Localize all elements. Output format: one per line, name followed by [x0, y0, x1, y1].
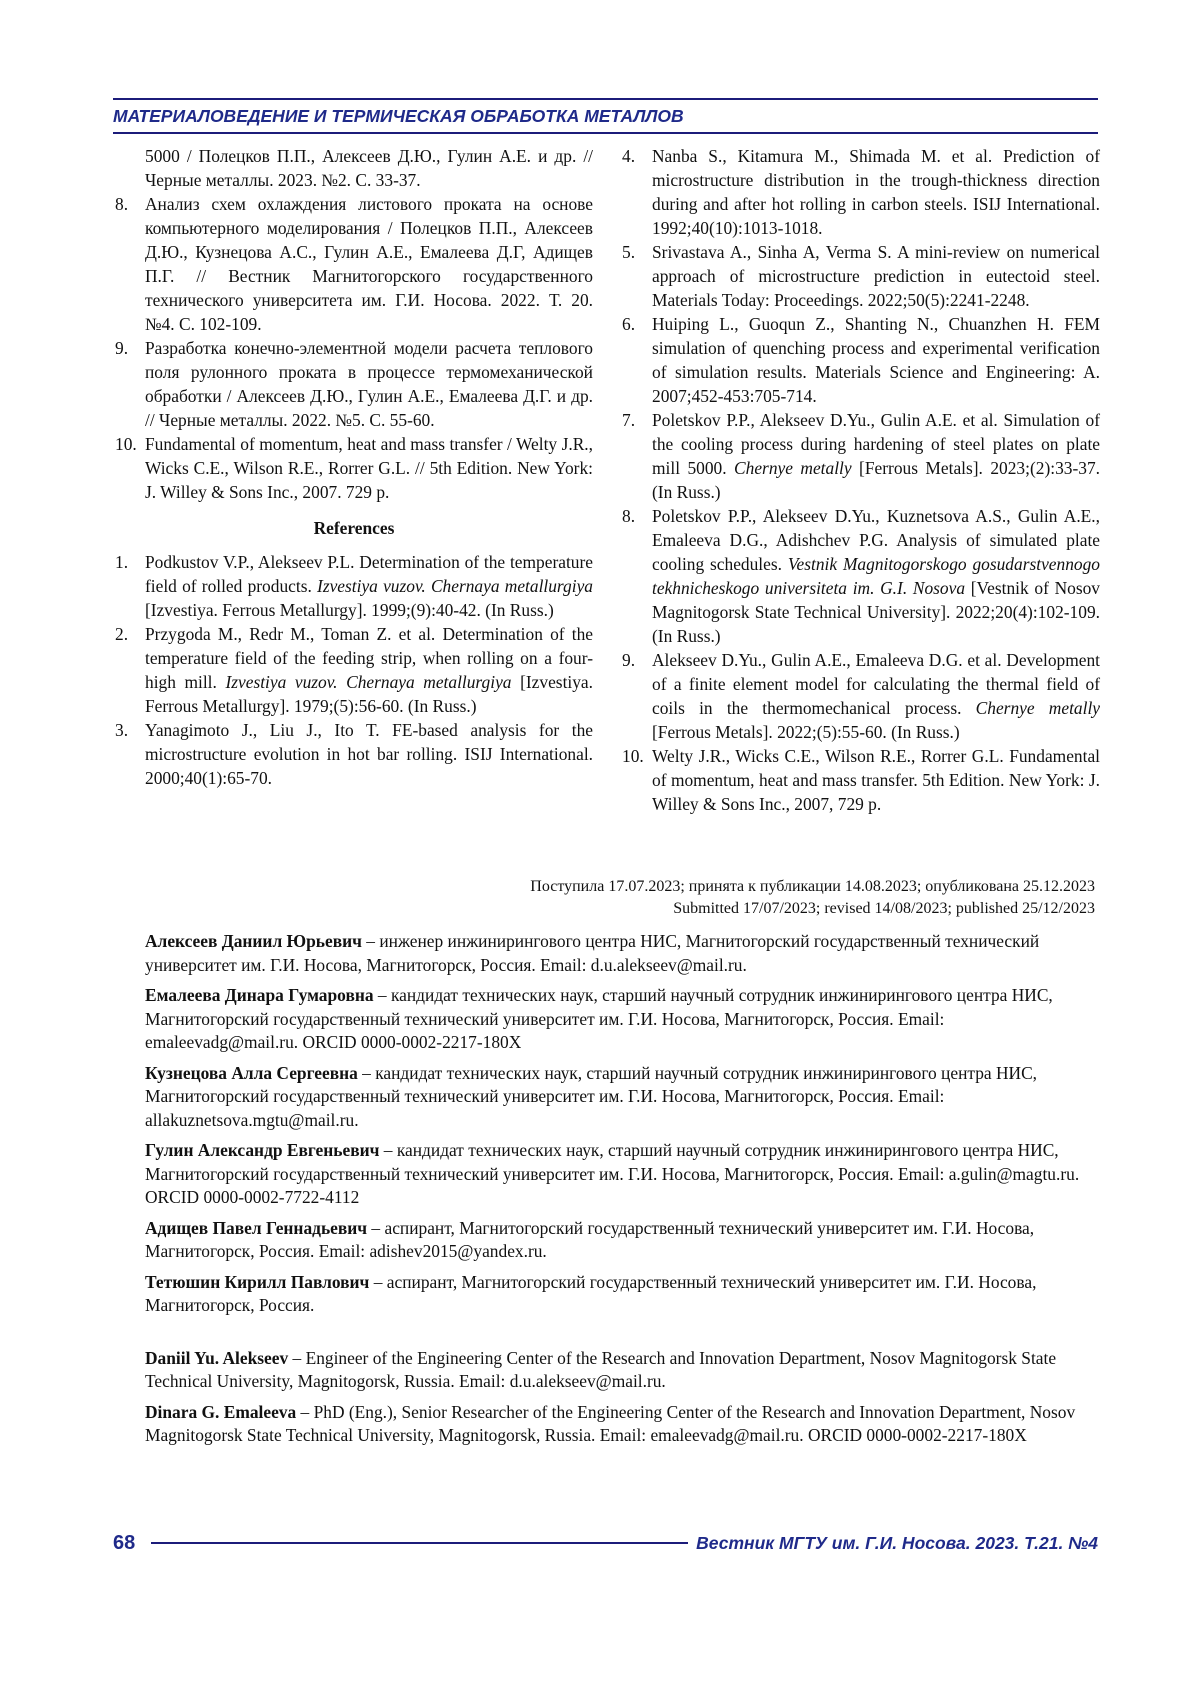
reference-number: 1.: [115, 550, 145, 622]
reference-number: 2.: [115, 622, 145, 718]
reference-item: [115, 432, 593, 504]
author-name: Алексеев Даниил Юрьевич: [145, 931, 362, 951]
author-details: – кандидат технических наук, старший научный сотрудник инжинирингового центра НИС, Магнитогорский государственный технический университет им. Г.И. Носова, Магнитогорск, Россия. Email: emaleevadg@mail.ru. ORCID 0000-0002-2217-180X: [145, 985, 1053, 1052]
author-entry: [145, 1062, 1095, 1133]
reference-tail: [Ferrous Metals]. 2022;(5):55-60. (In Russ.): [652, 722, 960, 742]
dates-en: Submitted 17/07/2023; revised 14/08/2023; published 25/12/2023: [530, 898, 1095, 920]
reference-item: [115, 550, 593, 622]
author-name: Гулин Александр Евгеньевич: [145, 1140, 379, 1160]
reference-number: 8.: [115, 192, 145, 336]
reference-text: [652, 312, 1100, 408]
reference-body: Podkustov V.P., Alekseev P.L. Determination of the temperature field of rolled products.: [145, 552, 593, 596]
running-header: [113, 98, 1098, 134]
references-heading: References: [115, 516, 593, 540]
reference-text: Разработка конечно-элементной модели расчета теплового поля рулонного проката в процессе термомеханической обработки / Алексеев Д.Ю., Гулин А.Е., Емалеева Д.Г. и др. // Черные металлы. 2022. №5. С. 55-60.: [145, 336, 593, 432]
author-name: Тетюшин Кирилл Павлович: [145, 1272, 369, 1292]
author-details: – PhD (Eng.), Senior Researcher of the Engineering Center of the Research and Innovation Department, Nosov Magnitogorsk State Technical University, Magnitogorsk, Russia. Email: emaleevadg@mail.ru. ORCID 0000-0002-2217-180X: [145, 1402, 1075, 1446]
reference-text: [652, 648, 1100, 744]
author-name: Dinara G. Emaleeva: [145, 1402, 296, 1422]
reference-number: 10.: [115, 432, 145, 504]
author-entry: [145, 1217, 1095, 1264]
reference-number: 5.: [622, 240, 652, 312]
reference-body: Alekseev D.Yu., Gulin A.E., Emaleeva D.G. et al. Development of a finite element model for calculating the thermal field of coils in the thermomechanical process.: [652, 650, 1100, 718]
reference-tail: [Izvestiya. Ferrous Metallurgy]. 1999;(9):40-42. (In Russ.): [145, 600, 554, 620]
reference-number: 3.: [115, 718, 145, 790]
author-details: – кандидат технических наук, старший научный сотрудник инжинирингового центра НИС, Магнитогорский государственный технический университет им. Г.И. Носова, Магнитогорск, Россия. Email: allakuznetsova.mgtu@mail.ru.: [145, 1063, 1037, 1130]
reference-journal: Izvestiya vuzov. Chernaya metallurgiya: [225, 672, 511, 692]
author-details: – инженер инжинирингового центра НИС, Магнитогорский государственный технический университет им. Г.И. Носова, Магнитогорск, Россия. Email: d.u.alekseev@mail.ru.: [145, 931, 1039, 975]
author-name: Емалеева Динара Гумаровна: [145, 985, 374, 1005]
reference-text: [145, 550, 593, 622]
page-number: 68: [113, 1531, 151, 1555]
right-column: [622, 144, 1100, 816]
ref-continuation: 5000 / Полецков П.П., Алексеев Д.Ю., Гулин А.Е. и др. // Черные металлы. 2023. №2. С. 33-37.: [115, 144, 593, 192]
reference-item: [622, 408, 1100, 504]
reference-body: Srivastava A., Sinha A, Verma S. A mini-review on numerical approach of microstructure prediction in eutectoid steel. Materials Today: Proceedings. 2022;50(5):2241-2248.: [652, 242, 1100, 310]
reference-body: Yanagimoto J., Liu J., Ito T. FE-based analysis for the microstructure evolution in hot bar rolling. ISIJ International. 2000;40(1):65-70.: [145, 720, 593, 788]
journal-name: Вестник МГТУ им. Г.И. Носова. 2023. Т.21. №4: [696, 1531, 1098, 1555]
reference-journal: Chernye metally: [976, 698, 1100, 718]
reference-text: Fundamental of momentum, heat and mass transfer / Welty J.R., Wicks C.E., Wilson R.E., Rorrer G.L. // 5th Edition. New York: J. Willey & Sons Inc., 2007. 729 p.: [145, 432, 593, 504]
reference-item: [622, 648, 1100, 744]
reference-item: [622, 504, 1100, 648]
reference-number: 9.: [115, 336, 145, 432]
reference-journal: Izvestiya vuzov. Chernaya metallurgiya: [317, 576, 593, 596]
author-entry: [145, 1401, 1095, 1448]
reference-item: [115, 336, 593, 432]
author-entry: [145, 984, 1095, 1055]
reference-body: Przygoda M., Redr M., Toman Z. et al. Determination of the temperature field of the feeding strip, when rolling on a four-high mill.: [145, 624, 593, 692]
running-footer: [113, 1528, 1098, 1558]
author-entry: [145, 1347, 1095, 1394]
reference-text: Анализ схем охлаждения листового проката на основе компьютерного моделирования / Полецков П.П., Алексеев Д.Ю., Кузнецова А.С., Гулин А.Е., Емалеева Д.Г, Адищев П.Г. // Вестник Магнитогорского государственного технического университета им. Г.И. Носова. 2022. Т. 20. №4. С. 102-109.: [145, 192, 593, 336]
reference-tail: [Izvestiya. Ferrous Metallurgy]. 1979;(5):56-60. (In Russ.): [145, 672, 593, 716]
reference-item: [622, 744, 1100, 816]
reference-text: [652, 744, 1100, 816]
reference-item: [115, 622, 593, 718]
left-column: [115, 144, 593, 790]
footer-rule: [151, 1542, 688, 1544]
author-entry: [145, 930, 1095, 977]
dates-ru: Поступила 17.07.2023; принята к публикации 14.08.2023; опубликована 25.12.2023: [530, 876, 1095, 898]
reference-body: Poletskov P.P., Alekseev D.Yu., Gulin A.E. et al. Simulation of the cooling process during hardening of steel plates on plate mill 5000.: [652, 410, 1100, 478]
reference-item: [622, 312, 1100, 408]
reference-body: Welty J.R., Wicks C.E., Wilson R.E., Rorrer G.L. Fundamental of momentum, heat and mass transfer. 5th Edition. New York: J. Willey & Sons Inc., 2007, 729 p.: [652, 746, 1100, 814]
reference-number: 10.: [622, 744, 652, 816]
reference-number: 4.: [622, 144, 652, 240]
publication-dates: [530, 876, 1095, 920]
author-details: – кандидат технических наук, старший научный сотрудник инжинирингового центра НИС, Магнитогорский государственный технический университет им. Г.И. Носова, Магнитогорск, Россия. Email: a.gulin@magtu.ru. ORCID 0000-0002-7722-4112: [145, 1140, 1079, 1207]
page: [0, 0, 1200, 1697]
reference-number: 6.: [622, 312, 652, 408]
section-title: МАТЕРИАЛОВЕДЕНИЕ И ТЕРМИЧЕСКАЯ ОБРАБОТКА МЕТАЛЛОВ: [113, 106, 684, 126]
reference-text: [652, 144, 1100, 240]
author-details: – аспирант, Магнитогорский государственный технический университет им. Г.И. Носова, Магнитогорск, Россия.: [145, 1272, 1036, 1316]
reference-item: [115, 192, 593, 336]
reference-text: [652, 240, 1100, 312]
reference-body: Poletskov P.P., Alekseev D.Yu., Kuznetsova A.S., Gulin A.E., Emaleeva D.G., Adishchev P.G. Analysis of simulated plate cooling schedules.: [652, 506, 1100, 574]
author-name: Daniil Yu. Alekseev: [145, 1348, 288, 1368]
author-entry: [145, 1139, 1095, 1210]
reference-text: [145, 718, 593, 790]
reference-text: [652, 504, 1100, 648]
reference-text: [652, 408, 1100, 504]
reference-number: 9.: [622, 648, 652, 744]
author-info: [145, 930, 1095, 1455]
reference-body: Huiping L., Guoqun Z., Shanting N., Chuanzhen H. FEM simulation of quenching process and experimental verification of simulation results. Materials Science and Engineering: A. 2007;452-453:705-714.: [652, 314, 1100, 406]
reference-item: [115, 718, 593, 790]
author-details: – аспирант, Магнитогорский государственный технический университет им. Г.И. Носова, Магнитогорск, Россия. Email: adishev2015@yandex.ru.: [145, 1218, 1034, 1262]
reference-number: 8.: [622, 504, 652, 648]
author-name: Адищев Павел Геннадьевич: [145, 1218, 367, 1238]
author-entry: [145, 1271, 1095, 1318]
reference-item: [622, 144, 1100, 240]
reference-body: Nanba S., Kitamura M., Shimada M. et al. Prediction of microstructure distribution in the trough-thickness direction during and after hot rolling in carbon steels. ISIJ International. 1992;40(10):1013-1018.: [652, 146, 1100, 238]
reference-text: [145, 622, 593, 718]
reference-number: 7.: [622, 408, 652, 504]
reference-tail: [Ferrous Metals]. 2023;(2):33-37. (In Russ.): [652, 458, 1100, 502]
author-details: – Engineer of the Engineering Center of the Research and Innovation Department, Nosov Magnitogorsk State Technical University, Magnitogorsk, Russia. Email: d.u.alekseev@mail.ru.: [145, 1348, 1056, 1392]
reference-tail: [Vestnik of Nosov Magnitogorsk State Technical University]. 2022;20(4):102-109. (In Russ.): [652, 578, 1100, 646]
reference-item: [622, 240, 1100, 312]
reference-journal: Vestnik Magnitogorskogo gosudarstvennogo tekhnicheskogo universiteta im. G.I. Nosova: [652, 554, 1100, 598]
reference-journal: Chernye metally: [734, 458, 852, 478]
author-name: Кузнецова Алла Сергеевна: [145, 1063, 358, 1083]
